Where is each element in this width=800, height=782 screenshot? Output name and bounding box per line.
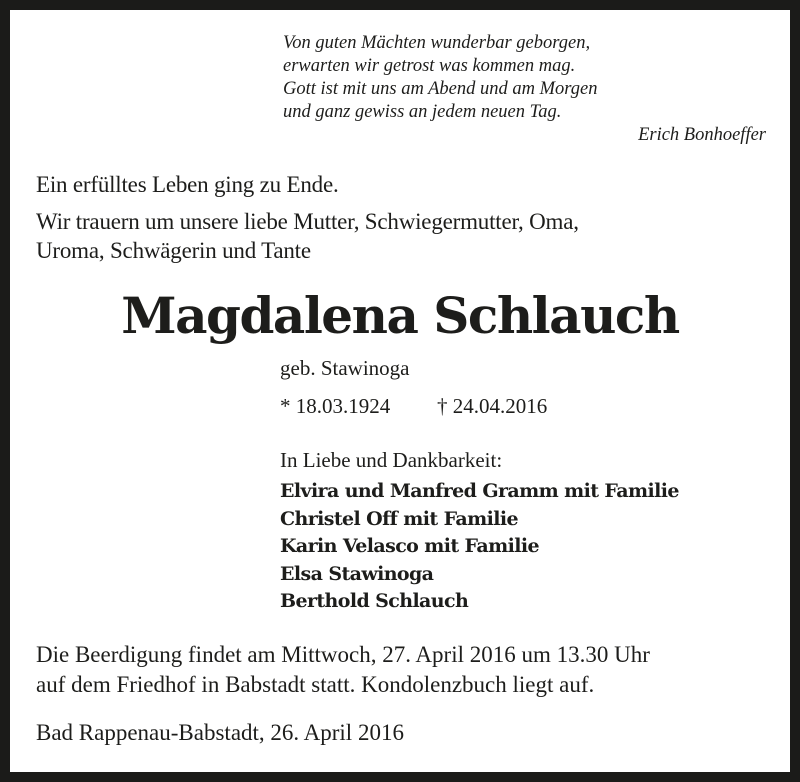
- intro-line: Uroma, Schwägerin und Tante: [36, 238, 311, 263]
- mourner-name: Christel Off mit Familie: [280, 507, 518, 530]
- poem-line: und ganz gewiss an jedem neuen Tag.: [283, 102, 562, 122]
- death-date: † 24.04.2016: [437, 394, 548, 418]
- poem-line: Von guten Mächten wunderbar geborgen,: [283, 33, 591, 53]
- poem-line: Gott ist mit uns am Abend und am Morgen: [283, 79, 598, 99]
- mourners-heading: In Liebe und Dankbarkeit:: [280, 448, 503, 472]
- deceased-name: Magdalena Schlauch: [121, 286, 679, 345]
- poem-quote: [283, 32, 598, 124]
- funeral-line: auf dem Friedhof in Babstadt statt. Kondolenzbuch liegt auf.: [36, 672, 595, 697]
- mourners-list: [280, 478, 679, 616]
- place-date: Bad Rappenau-Babstadt, 26. April 2016: [36, 720, 404, 745]
- funeral-line: Die Beerdigung findet am Mittwoch, 27. April 2016 um 13.30 Uhr: [36, 642, 650, 667]
- funeral-info: [36, 640, 650, 700]
- obituary-notice: [10, 10, 790, 772]
- mourner-name: Elvira und Manfred Gramm mit Familie: [280, 480, 679, 502]
- intro-line: Ein erfülltes Leben ging zu Ende.: [36, 172, 339, 197]
- poem-author: Erich Bonhoeffer: [638, 125, 766, 145]
- mourner-name: Berthold Schlauch: [280, 590, 469, 612]
- maiden-name: geb. Stawinoga: [280, 356, 410, 380]
- mourner-name: Elsa Stawinoga: [280, 562, 434, 585]
- poem-line: erwarten wir getrost was kommen mag.: [283, 56, 576, 76]
- mourner-name: Karin Velasco mit Familie: [280, 535, 539, 557]
- birth-date: * 18.03.1924: [280, 394, 391, 418]
- intro-line: Wir trauern um unsere liebe Mutter, Schwiegermutter, Oma,: [36, 209, 579, 234]
